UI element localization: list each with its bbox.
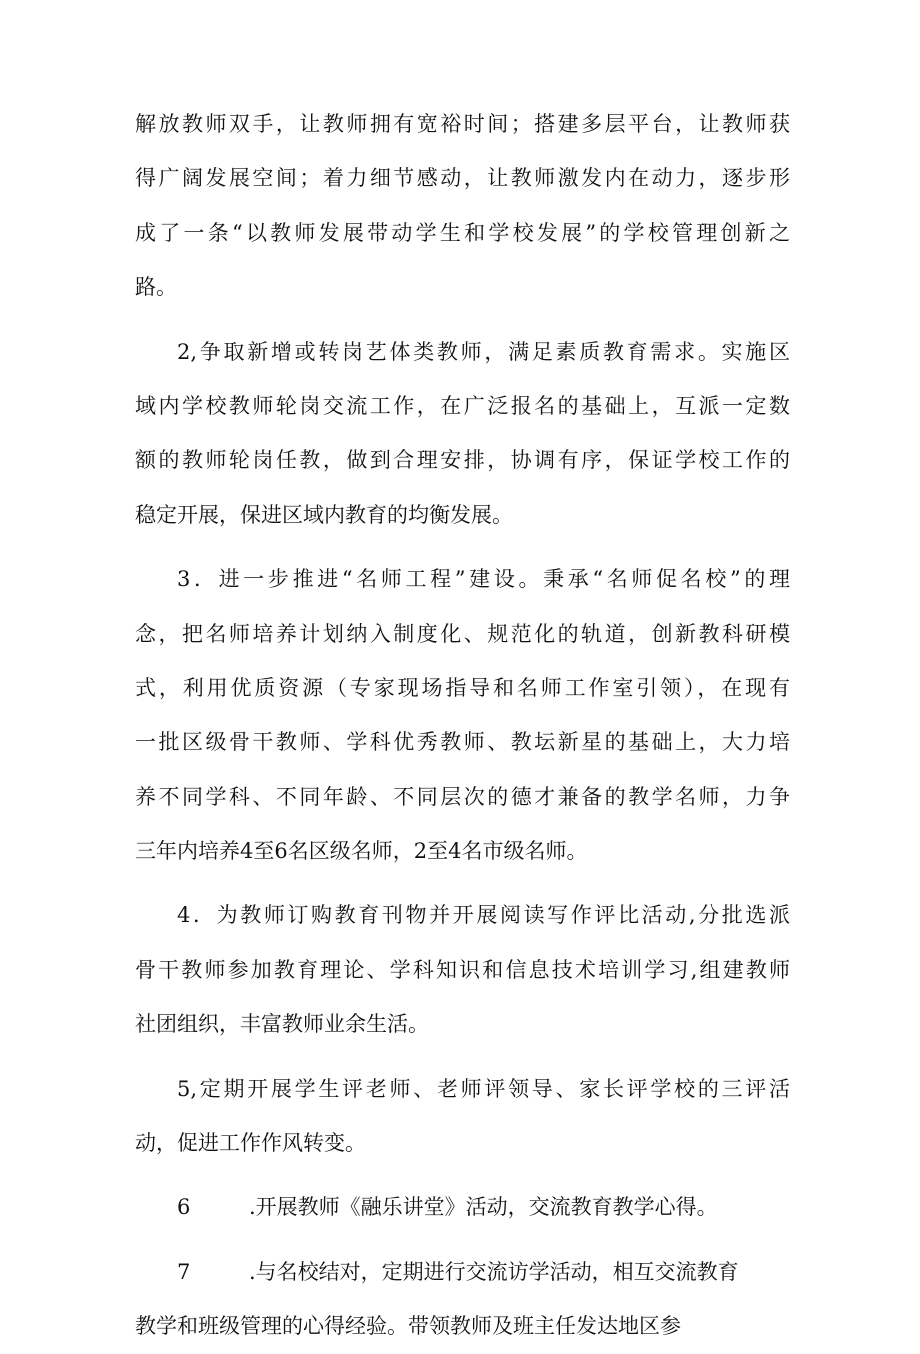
item-number: 7 (177, 1259, 191, 1284)
paragraph-line: 社团组织，丰富教师业余生活。 (135, 1012, 429, 1037)
paragraph-line: 成了一条“以教师发展带动学生和学校发展”的学校管理创新之 (135, 220, 790, 245)
paragraph-line: 养不同学科、不同年龄、不同层次的德才兼备的教学名师，力争 (135, 784, 790, 809)
paragraph-line: 域内学校教师轮岗交流工作，在广泛报名的基础上，互派一定数 (135, 393, 790, 418)
item-text: .与名校结对，定期进行交流访学活动，相互交流教育 (249, 1259, 739, 1284)
paragraph-line (135, 1245, 790, 1299)
paragraph-line: 动，促进工作作风转变。 (135, 1131, 366, 1156)
paragraph-line: 5,定期开展学生评老师、老师评领导、家长评学校的三评活 (177, 1076, 790, 1101)
paragraph-4 (135, 888, 790, 1051)
document-body (135, 97, 790, 1354)
item-number: 6 (177, 1195, 191, 1220)
paragraph-line: 念，把名师培养计划纳入制度化、规范化的轨道，创新教科研模 (135, 621, 790, 646)
paragraph-5 (135, 1062, 790, 1171)
paragraph-line: 得广阔发展空间；着力细节感动，让教师激发内在动力，逐步形 (135, 166, 790, 191)
paragraph-line: 解放教师双手，让教师拥有宽裕时间；搭建多层平台，让教师获 (135, 112, 790, 136)
paragraph-line: 骨干教师参加教育理论、学科知识和信息技术培训学习,组建教师 (135, 957, 790, 982)
paragraph-line: 路。 (135, 275, 177, 300)
paragraph-line: 一批区级骨干教师、学科优秀教师、教坛新星的基础上，大力培 (135, 730, 790, 755)
paragraph-line: 2,争取新增或转岗艺体类教师，满足素质教育需求。实施区 (177, 339, 790, 364)
paragraph-line: 额的教师轮岗任教，做到合理安排，协调有序，保证学校工作的 (135, 448, 790, 473)
paragraph-6 (135, 1180, 790, 1234)
paragraph-line: 4．为教师订购教育刊物并开展阅读写作评比活动,分批选派 (177, 903, 790, 928)
paragraph-line: 3．进一步推进“名师工程”建设。秉承“名师促名校”的理 (177, 567, 790, 592)
paragraph-line: 稳定开展，保进区域内教育的均衡发展。 (135, 502, 513, 527)
paragraph-1 (135, 97, 790, 315)
paragraph-line (135, 1180, 790, 1234)
paragraph-3 (135, 552, 790, 878)
paragraph-line: 教学和班级管理的心得经验。带领教师及班主任发达地区参 (135, 1314, 681, 1339)
paragraph-line: 式，利用优质资源（专家现场指导和名师工作室引领），在现有 (135, 675, 790, 700)
paragraph-line: 三年内培养4至6名区级名师，2至4名市级名师。 (135, 839, 588, 864)
paragraph-2 (135, 325, 790, 543)
item-text: .开展教师《融乐讲堂》活动，交流教育教学心得。 (249, 1195, 718, 1220)
paragraph-7 (135, 1245, 790, 1354)
